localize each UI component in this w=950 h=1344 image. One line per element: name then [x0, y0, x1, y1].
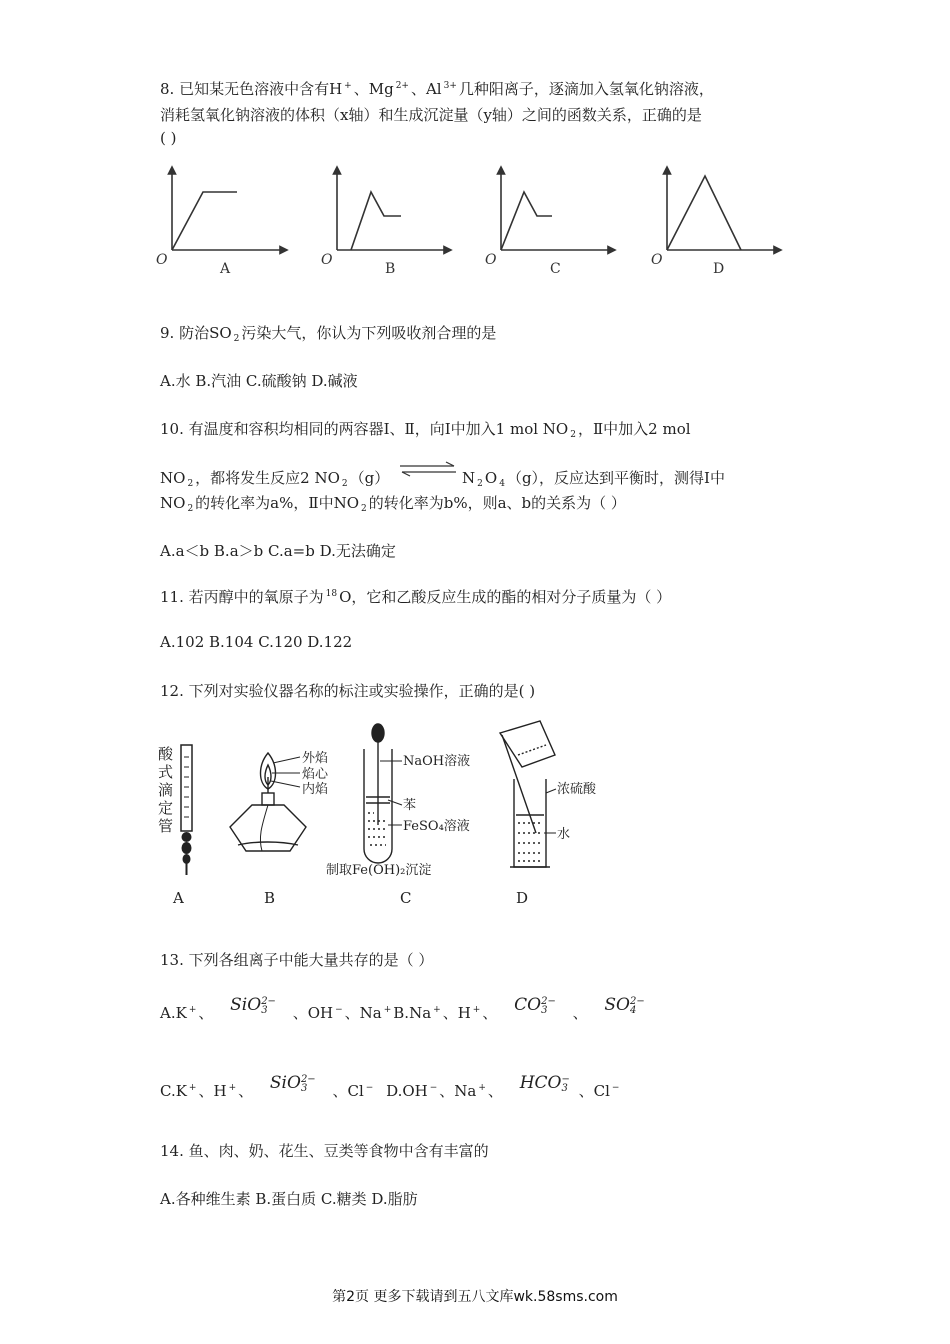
q12-letter-a: A [173, 889, 184, 907]
q8-graph-d-origin: O [651, 252, 663, 268]
q12-d-label-water: 水 [557, 827, 571, 842]
q12-a-char-1: 酸 [158, 745, 174, 763]
q13-stem: 13. 下列各组离子中能大量共存的是（ ） [160, 951, 434, 969]
q12-apparatus-c [364, 724, 402, 863]
q14-options: A.各种维生素 B.蛋白质 C.糖类 D.脂肪 [160, 1190, 418, 1208]
q8-graph-d [667, 170, 778, 250]
formula-sio3: SiO2− 3 [230, 995, 276, 1016]
q12-c-label-feso4: FeSO₄溶液 [403, 819, 470, 834]
formula-sio3-c: SiO2− 3 [269, 1073, 316, 1094]
page-footer: 第2页 更多下载请到五八文库wk.58sms.com [332, 1289, 618, 1305]
q12-c-label-naoh: NaOH溶液 [403, 754, 471, 769]
q12-letter-d: D [516, 889, 529, 907]
q9-stem: 9. 防治SO $_2$ 污染大气，你认为下列吸收剂合理的是 [160, 324, 497, 344]
q12-a-char-2: 式 [158, 763, 174, 781]
q12-stem: 12. 下列对实验仪器名称的标注或实验操作，正确的是( ) [160, 682, 536, 700]
q14-stem: 14. 鱼、肉、奶、花生、豆类等食物中含有丰富的 [160, 1142, 489, 1160]
q8-stem-line1: 8. 已知某无色溶液中含有H + 、Mg $^{2+}$ 、Al $^{3+}$ 几种阳离子，逐滴加入氢氧化钠溶液， [160, 80, 714, 98]
q10-stem-line3: NO $_2$ 的转化率为a%，Ⅱ中NO $_2$ 的转化率为b%，则a、b的关系为（ ） [160, 494, 626, 514]
q8-graph-d-label: D [713, 261, 725, 277]
equilibrium-arrow-icon [398, 461, 458, 477]
q8-graph-b [337, 170, 448, 250]
q12-letter-b: B [264, 889, 276, 907]
q12-d-label-acid: 浓硫酸 [557, 782, 597, 797]
q12-letter-c: C [400, 889, 412, 907]
q10-stem-line2: NO $_2$ ，都将发生反应2 NO $_2$ （g） N $_2$ O $_4$ （g），反应达到平衡时，测得Ⅰ中 [160, 461, 725, 489]
formula-hco3: HCO− 3 [519, 1073, 570, 1094]
q12-b-label-outer: 外焰 [302, 751, 329, 766]
q9-options: A.水 B.汽油 C.硫酸钠 D.碱液 [160, 372, 358, 390]
q12-c-label-benzene: 苯 [403, 798, 417, 813]
q13-row-cd: C.K + 、H + 、 SiO2− 3 、Cl − D.OH − 、Na + 、 HCO− 3 、Cl − [160, 1073, 620, 1100]
q8-graph-b-origin: O [321, 252, 333, 268]
formula-co3: CO2− 3 [514, 995, 556, 1016]
q12-apparatus-a [158, 745, 192, 875]
q12-c-caption: 制取Fe(OH)₂沉淀 [326, 863, 432, 878]
q13-row-ab: A.K + 、 SiO2− 3 、OH − 、Na + B.Na + 、H + 、 CO2− 3 、 SO2− 4 [160, 995, 645, 1022]
q8-graph-c-label: C [550, 261, 561, 277]
q8-graph-a [172, 170, 284, 250]
q10-options: A.a＜b B.a＞b C.a=b D.无法确定 [160, 542, 396, 560]
q8-graphs [0, 160, 950, 280]
q8-graph-c-origin: O [485, 252, 497, 268]
q8-graph-c [501, 170, 612, 250]
q12-b-label-inner: 内焰 [302, 782, 329, 797]
q8-graph-a-label: A [220, 261, 231, 277]
q10-stem-line1: 10. 有温度和容积均相同的两容器Ⅰ、Ⅱ，向Ⅰ中加入1 mol NO $_2$ ，Ⅱ中加入2 mol [160, 420, 691, 440]
q12-apparatus-d [500, 721, 556, 867]
q8-stem-line3: ( ) [160, 129, 177, 147]
q12-a-char-5: 管 [158, 817, 174, 835]
q12-b-label-core: 焰心 [302, 767, 329, 782]
q8-graph-a-origin: O [156, 252, 168, 268]
q12-a-char-3: 滴 [158, 781, 174, 799]
q11-options: A.102 B.104 C.120 D.122 [160, 633, 353, 651]
formula-so4: SO2− 4 [604, 995, 645, 1016]
q12-apparatus-b [230, 753, 306, 851]
q8-stem-line2: 消耗氢氧化钠溶液的体积（x轴）和生成沉淀量（y轴）之间的函数关系，正确的是 [160, 106, 702, 124]
q12-figure [0, 715, 950, 915]
q11-stem: 11. 若丙醇中的氧原子为 $^{18}$ O，它和乙酸反应生成的酯的相对分子质量为（ ） [160, 588, 672, 606]
q12-a-char-4: 定 [158, 799, 174, 817]
q8-graph-b-label: B [385, 261, 396, 277]
